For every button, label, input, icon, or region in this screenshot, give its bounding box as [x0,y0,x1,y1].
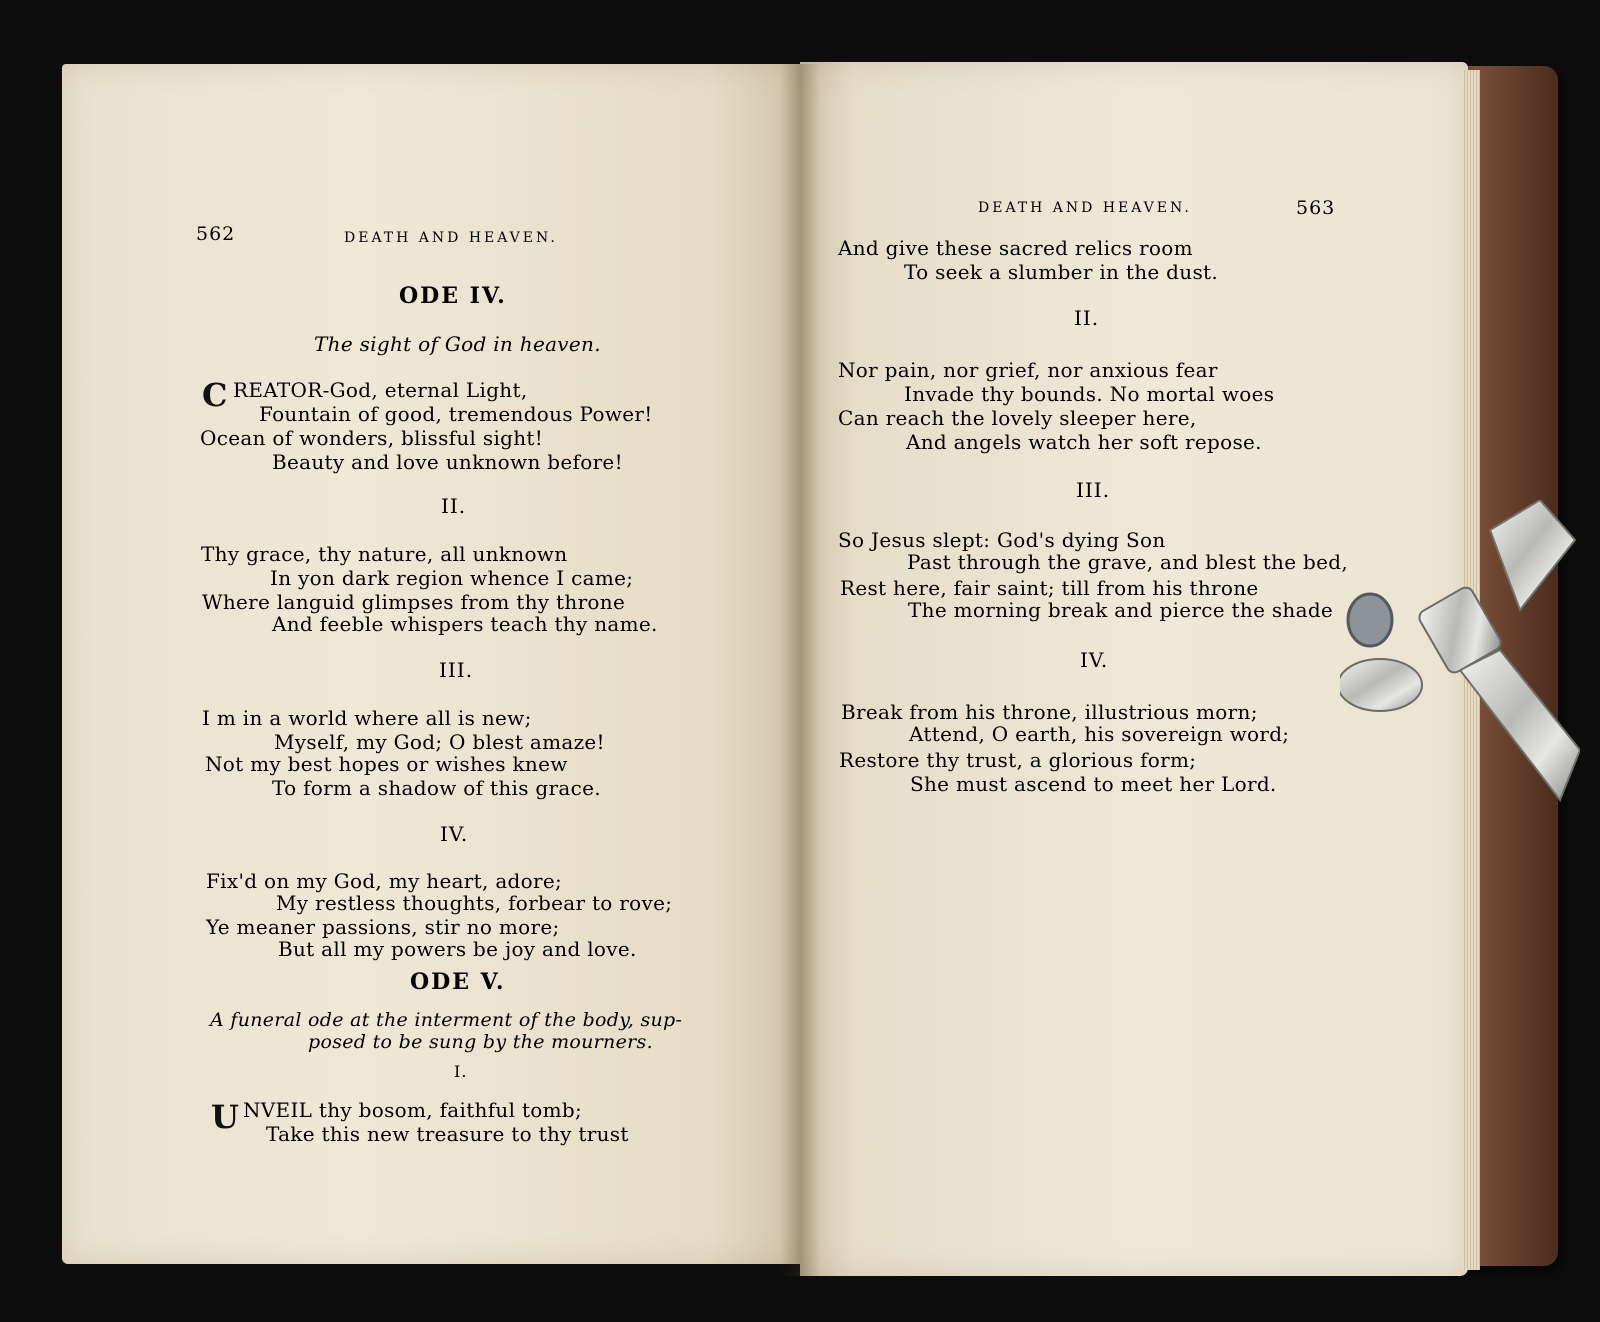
verse-line: Thy grace, thy nature, all unknown [201,542,568,566]
clip-hand [1340,659,1422,711]
verse-line: But all my powers be joy and love. [278,937,637,961]
verse-line: Where languid glimpses from thy throne [202,590,626,614]
verse-line: Ye meaner passions, stir no more; [206,915,560,939]
verse-line: Break from his throne, illustrious morn; [841,700,1258,724]
section-heading: II. [441,494,467,518]
verse-line: Beauty and love unknown before! [272,450,623,474]
verse-line: Take this new treasure to thy trust [266,1122,629,1146]
clip-ring [1348,594,1392,646]
verse-line: So Jesus slept: God's dying Son [838,528,1166,552]
verse-line: Past through the grave, and blest the bed, [907,550,1348,574]
verse-line: In yon dark region whence I came; [270,566,634,590]
verse-line: Rest here, fair saint; till from his throne [840,576,1259,600]
running-head-right: DEATH AND HEAVEN. [978,200,1192,216]
verse-line: The morning break and pierce the shade [908,598,1334,622]
verse-line: To seek a slumber in the dust. [904,260,1219,284]
verse-line: Invade thy bounds. No mortal woes [904,382,1275,406]
silver-bookmark-clip[interactable] [1340,500,1580,820]
book-gutter [780,64,820,1276]
section-heading: IV. [1080,648,1109,672]
ode-5-title: ODE V. [410,969,506,995]
running-head-left: DEATH AND HEAVEN. [344,230,558,246]
ode-5-subtitle: A funeral ode at the interment of the body, sup- [210,1009,683,1031]
section-heading: III. [1076,478,1111,502]
verse-line: She must ascend to meet her Lord. [910,772,1277,796]
verse-line: To form a shadow of this grace. [272,776,601,800]
verse-line: And give these sacred relics room [838,236,1193,260]
verse-line: Not my best hopes or wishes knew [205,752,568,776]
ode-4-subtitle: The sight of God in heaven. [314,332,601,356]
section-heading: III. [439,658,474,682]
verse-line: Fix'd on my God, my heart, adore; [206,869,563,893]
verse-line: Ocean of wonders, blissful sight! [200,426,544,450]
verse-line: Myself, my God; O blest amaze! [274,730,605,754]
verse-line: Fountain of good, tremendous Power! [259,402,653,426]
verse-line: Can reach the lovely sleeper here, [838,406,1197,430]
verse-line: NVEIL thy bosom, faithful tomb; [243,1098,583,1122]
page-number-right: 563 [1296,197,1336,219]
section-heading: IV. [440,822,469,846]
section-heading: I. [454,1062,468,1081]
drop-cap-u: U [211,1098,239,1136]
verse-line: My restless thoughts, forbear to rove; [276,891,673,915]
verse-line: And feeble whispers teach thy name. [272,612,658,636]
verse-line: REATOR-God, eternal Light, [233,378,528,402]
drop-cap-c: C [202,376,228,414]
verse-line: Restore thy trust, a glorious form; [839,748,1197,772]
clip-band-lower [1460,650,1580,800]
verse-line: I m in a world where all is new; [202,706,532,730]
clip-band-upper [1490,500,1575,610]
verse-line: And angels watch her soft repose. [906,430,1262,454]
ode-5-subtitle: posed to be sung by the mourners. [308,1031,653,1053]
ode-4-title: ODE IV. [399,283,507,309]
section-heading: II. [1074,306,1100,330]
verse-line: Attend, O earth, his sovereign word; [909,722,1290,746]
verse-line: Nor pain, nor grief, nor anxious fear [838,358,1218,382]
page-number-left: 562 [196,223,236,245]
